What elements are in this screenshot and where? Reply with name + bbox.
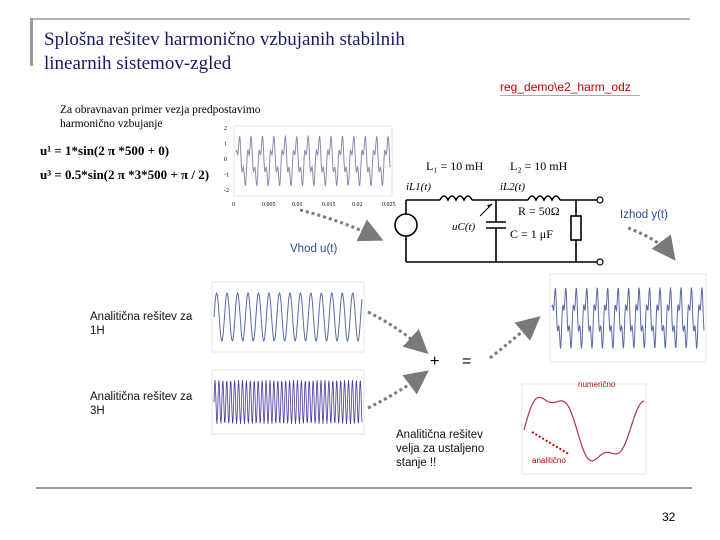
solution-3h-label: Analitična rešitev za 3H (90, 391, 193, 417)
page-number: 32 (662, 510, 676, 524)
equation-2: u³ = 0.5*sin(2 π *3*500 + π / 2) (40, 167, 210, 182)
input-y-tick-label: 2 (224, 126, 227, 132)
input-x-tick-label: 0.015 (322, 202, 336, 208)
equals-sign: = (462, 353, 472, 370)
solution-1h-label: Analitična rešitev za 1H (90, 311, 193, 337)
input-y-tick-label: 0 (224, 157, 227, 163)
output-label: Izhod y(t) (620, 209, 668, 221)
steady-state-note: Analitična rešitev velja za ustaljeno stanje !! (396, 429, 485, 469)
input-y-tick-label: -2 (224, 188, 229, 194)
plus-sign: + (430, 353, 440, 370)
label-iL1: iL1(t) (406, 181, 432, 193)
input-x-tick-label: 0.02 (352, 202, 363, 208)
label-L1: L₁ = 10 mH (426, 159, 484, 173)
arrow-sol3-to-sum (368, 374, 424, 408)
arrow-input-to-source (300, 210, 378, 238)
slide-title-line1: Splošna rešitev harmonično vzbujanih stabilnih (44, 29, 405, 50)
arrow-to-output-plot (628, 228, 672, 256)
equation-1: u¹ = 1*sin(2 π *500 + 0) (40, 143, 170, 158)
arrow-sum-to-output (490, 320, 536, 358)
solution-3h-plot (198, 368, 366, 438)
input-label: Vhod u(t) (290, 243, 338, 255)
comparison-plot (508, 380, 648, 484)
label-uC: uC(t) (452, 221, 476, 233)
reference-link[interactable]: reg_demo\e2_harm_odz (500, 80, 631, 94)
label-C: C = 1 μF (510, 227, 553, 241)
footer-rule (36, 487, 692, 489)
output-waveform-plot (536, 272, 708, 370)
analytical-tag: analitično (532, 456, 566, 465)
input-y-tick-label: -1 (224, 172, 229, 179)
numerical-tag: numerično (578, 380, 616, 389)
input-x-tick-label: 0.025 (382, 202, 396, 208)
arrow-sol1-to-sum (368, 312, 424, 350)
solution-1h-plot (198, 280, 366, 358)
label-iL2: iL2(t) (500, 181, 526, 193)
input-x-tick-label: 0.005 (262, 202, 276, 208)
slide-title-line2: linearnih sistemov-zgled (44, 53, 232, 74)
input-y-tick-label: 1 (224, 141, 227, 148)
label-R: R = 50Ω (518, 204, 560, 218)
input-x-tick-label: 0 (232, 202, 235, 208)
input-x-tick-label: 0.01 (292, 202, 303, 208)
label-L2: L₂ = 10 mH (510, 159, 568, 173)
assumption-text: Za obravnavan primer vezja predpostavimo harmonično vzbujanje (60, 104, 261, 130)
